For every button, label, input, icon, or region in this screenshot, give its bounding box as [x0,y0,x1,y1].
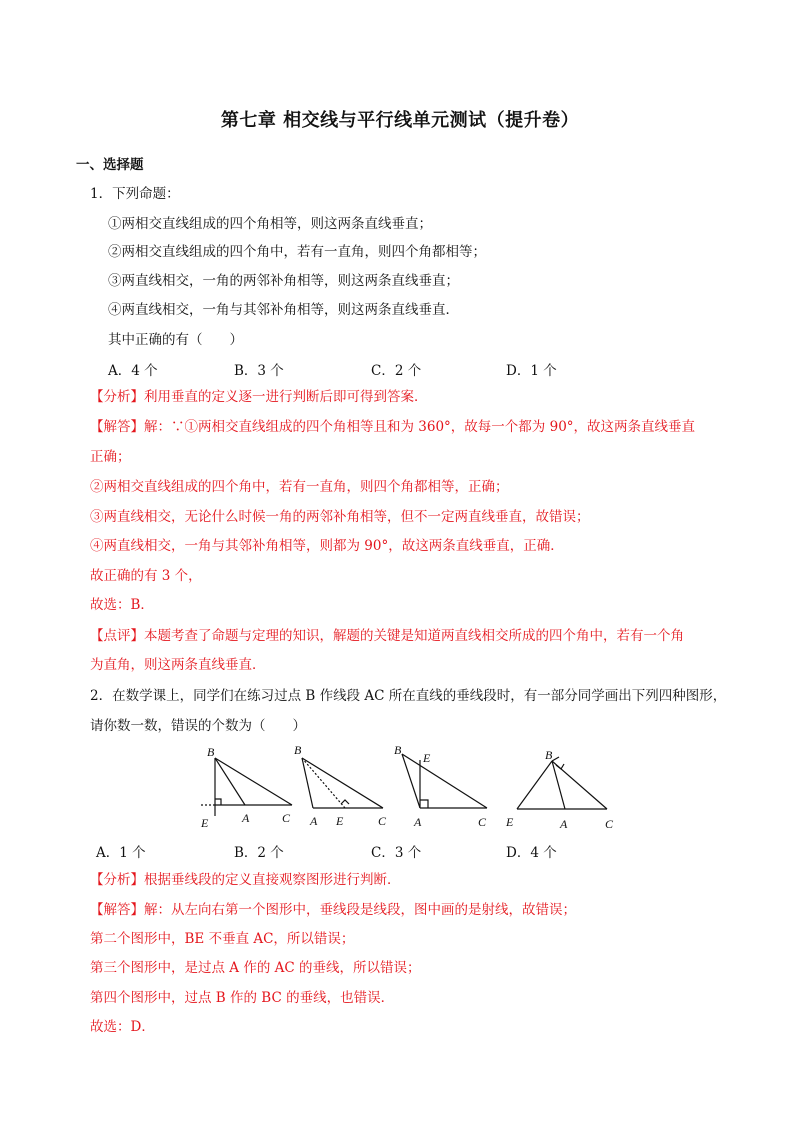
q1-answer-line-6: 故正确的有 3 个， [90,568,202,584]
fig1-label-c: C [282,811,291,825]
q2-answer-line-1: 【解答】解：从左向右第一个图形中，垂线段是线段，图中画的是射线，故错误； [90,902,576,918]
page-title: 第七章 相交线与平行线单元测试（提升卷） [220,110,580,131]
fig4-label-c: C [605,817,614,831]
q2-analysis: 【分析】根据垂线段的定义直接观察图形进行判断． [90,872,401,888]
q2-option-b: B．2 个 [234,845,284,861]
q1-analysis: 【分析】利用垂直的定义逐一进行判断后即可得到答案． [90,389,428,405]
fig3-label-c: C [478,815,487,829]
figure-1 [201,758,292,816]
q1-stem: 1．下列命题： [90,186,180,202]
q2-answer-line-2: 第二个图形中，BE 不垂直 AC，所以错误； [90,931,355,947]
q1-option-c: C．2 个 [371,363,422,379]
fig4-label-b: B [545,748,553,762]
q1-answer-line-3: ②两相交直线组成的四个角中，若有一直角，则四个角都相等，正确； [90,479,509,495]
q2-answer-line-4: 第四个图形中，过点 B 作的 BC 的垂线，也错误． [90,990,395,1006]
q1-item-1: ①两相交直线组成的四个角相等，则这两条直线垂直； [108,216,432,232]
q1-item-4: ④两直线相交，一角与其邻补角相等，则这两条直线垂直． [108,302,459,318]
q1-option-d: D．1 个 [506,363,557,379]
section-heading: 一、选择题 [76,157,144,173]
q1-answer-line-1: 【解答】解：∵①两相交直线组成的四个角相等且和为 360°，故每一个都为 90°，故这两条直线垂直 [90,419,696,435]
figure-2 [302,758,383,808]
q2-option-c: C．3 个 [371,845,422,861]
figure-4 [517,757,607,809]
q1-ask: 其中正确的有（ ） [108,332,243,348]
fig2-label-b: B [294,743,302,757]
fig1-label-a: A [242,811,250,825]
q1-option-b: B．3 个 [234,363,284,379]
q2-answer-line-3: 第三个图形中，是过点 A 作的 AC 的垂线，所以错误； [90,960,421,976]
fig3-label-b: B [394,743,402,757]
q1-answer-line-5: ④两直线相交，一角与其邻补角相等，则都为 90°，故这两条直线垂直，正确． [90,538,564,554]
fig1-label-e: E [201,816,209,830]
fig3-label-a: A [414,815,422,829]
fig4-label-a: A [560,817,568,831]
q2-stem-line-1: 2．在数学课上，同学们在练习过点 B 作线段 AC 所在直线的垂线段时，有一部分同学画出下列四种图形， [90,688,727,704]
fig2-label-e: E [336,814,344,828]
q2-stem-line-2: 请你数一数，错误的个数为（ ） [90,718,306,734]
q1-comment-line-1: 【点评】本题考查了命题与定理的知识，解题的关键是知道两直线相交所成的四个角中，若有一个角 [90,628,684,644]
fig2-label-c: C [378,814,387,828]
q1-item-2: ②两相交直线组成的四个角中，若有一直角，则四个角都相等； [108,244,486,260]
fig4-label-e: E [506,815,514,829]
q2-figures [195,742,625,834]
q2-answer-line-5: 故选：D． [90,1019,155,1035]
figure-3 [402,754,487,808]
q1-answer-line-4: ③两直线相交，无论什么时候一角的两邻补角相等，但不一定两直线垂直，故错误； [90,509,590,525]
q1-answer-line-2: 正确； [90,449,131,465]
fig3-label-e: E [423,751,431,765]
q1-option-a: A．4 个 [108,363,158,379]
q2-option-d: D．4 个 [506,845,557,861]
q2-option-a: A．1 个 [96,845,146,861]
fig1-label-b: B [207,745,215,759]
q1-item-3: ③两直线相交，一角的两邻补角相等，则这两条直线垂直； [108,273,459,289]
q1-comment-line-2: 为直角，则这两条直线垂直． [90,657,266,673]
fig2-label-a: A [310,814,318,828]
q1-answer-line-7: 故选：B． [90,597,154,613]
